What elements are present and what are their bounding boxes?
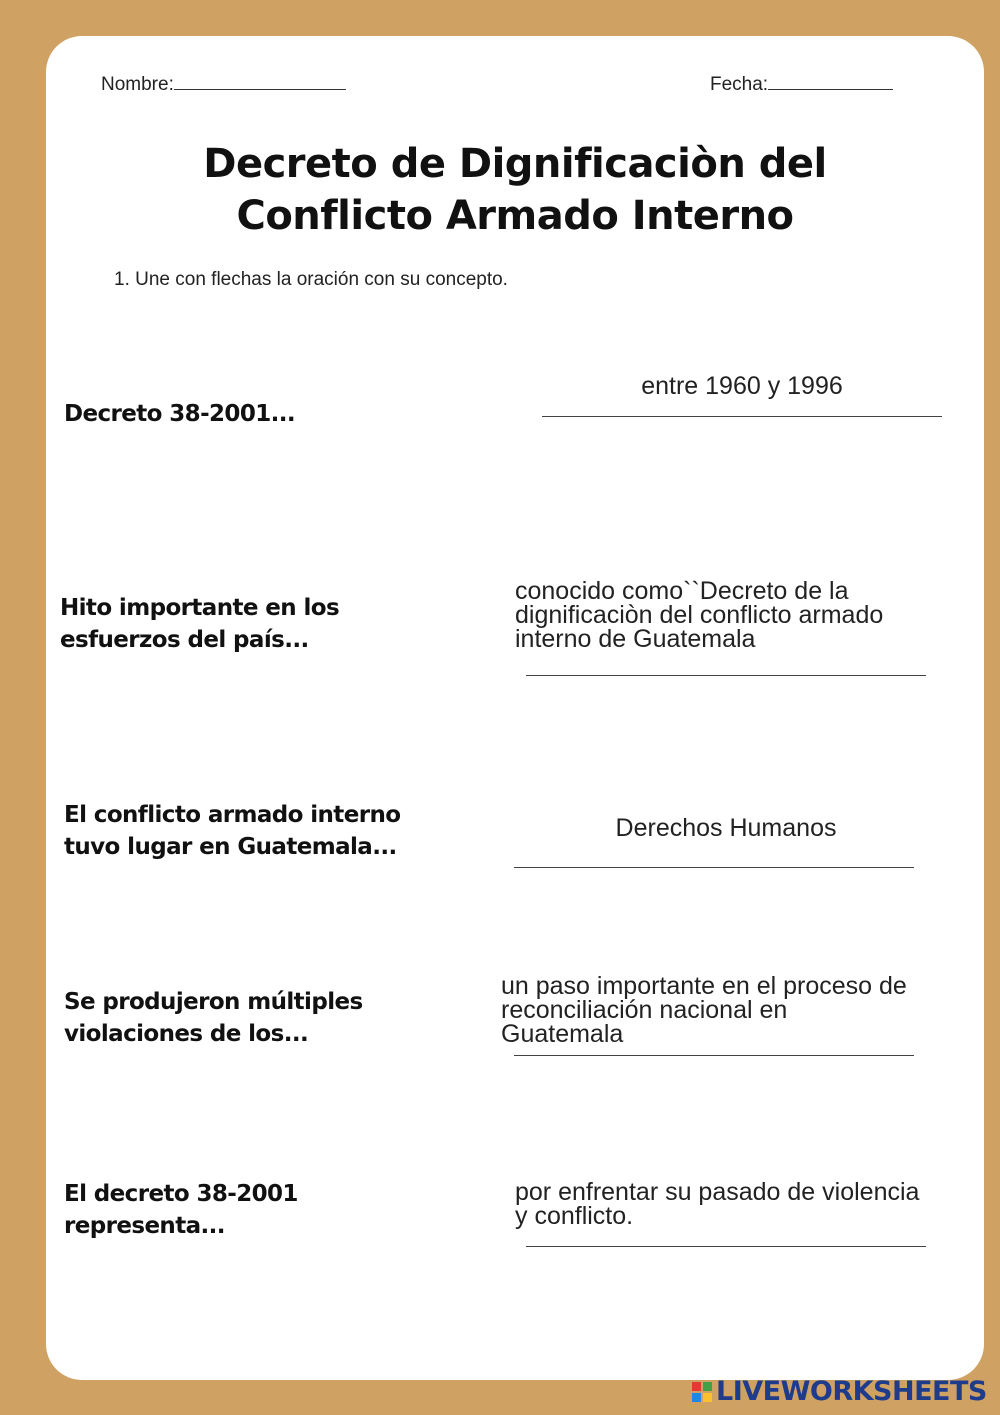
date-field bbox=[710, 74, 893, 96]
instruction-text: 1. Une con flechas la oración con su concepto. bbox=[114, 269, 508, 290]
date-blank[interactable] bbox=[768, 89, 893, 90]
left-item-line: representa... bbox=[64, 1213, 225, 1239]
left-item-line: Decreto 38-2001... bbox=[64, 401, 296, 427]
answer-line bbox=[542, 416, 942, 417]
right-item-line: reconciliación nacional en bbox=[501, 996, 788, 1024]
brand-name: LIVEWORKSHEETS bbox=[716, 1376, 987, 1407]
right-item-line: dignificaciòn del conflicto armado bbox=[515, 601, 884, 629]
name-blank[interactable] bbox=[174, 89, 346, 90]
right-item[interactable] bbox=[501, 974, 971, 1046]
worksheet-page bbox=[46, 36, 984, 1380]
answer-line bbox=[514, 867, 914, 868]
right-item-line: por enfrentar su pasado de violencia bbox=[515, 1178, 920, 1206]
left-item[interactable] bbox=[64, 1178, 298, 1242]
left-item[interactable] bbox=[64, 799, 400, 863]
right-item[interactable] bbox=[515, 1180, 975, 1228]
right-item-line: un paso importante en el proceso de bbox=[501, 972, 907, 1000]
right-item-line: Guatemala bbox=[501, 1020, 624, 1048]
left-item[interactable] bbox=[64, 398, 295, 430]
brand-logo bbox=[692, 1376, 987, 1407]
right-item[interactable] bbox=[515, 579, 955, 651]
answer-line bbox=[526, 1246, 926, 1247]
right-item[interactable] bbox=[526, 816, 926, 840]
left-item-line: Hito importante en los bbox=[60, 595, 340, 621]
answer-line bbox=[526, 675, 926, 676]
title-line-2: Conflicto Armado Interno bbox=[236, 193, 794, 239]
left-item-line: violaciones de los... bbox=[64, 1021, 309, 1047]
right-item-line: Derechos Humanos bbox=[615, 814, 837, 842]
title-line-1: Decreto de Dignificaciòn del bbox=[203, 141, 827, 187]
liveworksheets-logo-icon bbox=[692, 1382, 712, 1402]
right-item-line: entre 1960 y 1996 bbox=[641, 372, 843, 400]
answer-line bbox=[514, 1055, 914, 1056]
right-item[interactable] bbox=[542, 374, 942, 398]
page-title bbox=[46, 138, 984, 242]
name-label: Nombre: bbox=[101, 74, 174, 95]
left-item[interactable] bbox=[60, 592, 339, 656]
left-item-line: El conflicto armado interno bbox=[64, 802, 401, 828]
left-item-line: Se produjeron múltiples bbox=[64, 989, 363, 1015]
date-label: Fecha: bbox=[710, 74, 769, 95]
left-item-line: tuvo lugar en Guatemala... bbox=[64, 834, 397, 860]
right-item-line: conocido como``Decreto de la bbox=[515, 577, 849, 605]
right-item-line: interno de Guatemala bbox=[515, 625, 756, 653]
left-item-line: El decreto 38-2001 bbox=[64, 1181, 298, 1207]
left-item[interactable] bbox=[64, 986, 363, 1050]
left-item-line: esfuerzos del país... bbox=[60, 627, 309, 653]
name-field bbox=[101, 74, 346, 96]
right-item-line: y conflicto. bbox=[515, 1202, 634, 1230]
